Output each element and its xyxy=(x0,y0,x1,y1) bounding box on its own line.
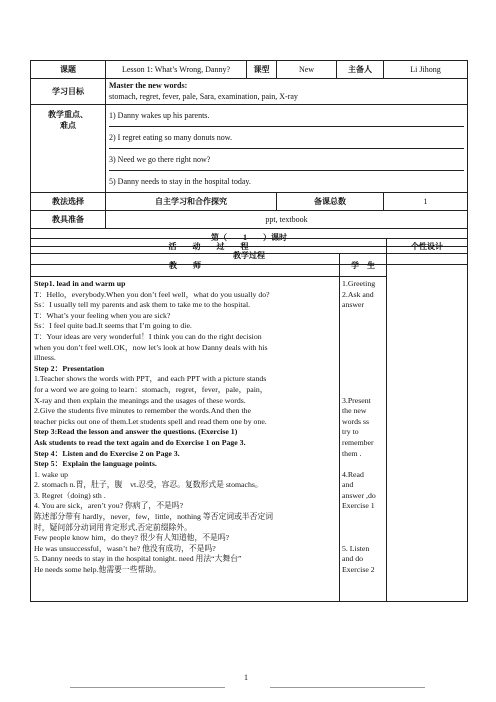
hours-value: 1 xyxy=(384,193,468,211)
method-value: 自主学习和合作探究 xyxy=(106,193,277,211)
teacher-line: when you don’t feel well.OK，now let’s look at how Danny deals with his xyxy=(34,342,268,352)
student-line: answer xyxy=(342,300,365,310)
student-line xyxy=(342,332,384,343)
teacher-content xyxy=(31,277,340,602)
teacher-line: T：Your ideas are very wonderful！I think you can do the right decision xyxy=(34,331,262,341)
key-point-item: 2) I regret eating so many donuts now. xyxy=(109,127,464,149)
teacher-line: Step 5：Explain the language points. xyxy=(34,459,157,469)
teacher-line: Step1. lead in and warm up xyxy=(34,279,126,288)
student-line: Exercise 2 xyxy=(342,565,375,575)
student-line xyxy=(342,523,384,534)
process-table xyxy=(30,238,468,602)
personal-design-header: 个性设计 xyxy=(387,239,468,254)
student-line xyxy=(342,343,384,354)
student-line: Exercise 1 xyxy=(342,501,375,511)
teacher-line: He needs some help.他需要一些帮助。 xyxy=(34,565,161,575)
teacher-lines xyxy=(34,279,336,576)
goals-line-2: stomach, regret, fever, pale, Sara, examination, pain, X-ray xyxy=(109,92,298,101)
teacher-line: 时，疑问部分动词用肯定形式,否定前缀除外。 xyxy=(34,522,192,532)
student-line xyxy=(342,459,384,470)
student-line xyxy=(342,353,384,364)
student-line: and do xyxy=(342,554,364,564)
key-point-item: 3) Need we go there right now? xyxy=(109,149,464,171)
teacher-line: Step 2：Presentation xyxy=(34,363,105,373)
teacher-line: 陈述部分带有 hardly，never，few，little，nothing 等否定词或半否定词 xyxy=(34,512,274,522)
teacher-line: Ss：I usually tell my parents and ask them to take me to the hospital. xyxy=(34,300,251,310)
student-line: and xyxy=(342,480,354,490)
key-points-content xyxy=(106,105,468,193)
goals-content xyxy=(106,79,468,105)
student-line xyxy=(342,311,384,322)
preparer-value: Li Jihong xyxy=(384,61,468,79)
key-point-item: 5) Danny needs to stay in the hospital today. xyxy=(109,177,251,186)
student-line xyxy=(342,512,384,523)
footer-rule-right xyxy=(270,687,425,688)
student-line: 4.Read xyxy=(342,469,364,479)
method-label: 教法选择 xyxy=(31,193,106,211)
student-line xyxy=(342,374,384,385)
goals-label: 学习目标 xyxy=(31,79,106,105)
teacher-line: Ss：I feel quite bad.It seems that I’m going to die. xyxy=(34,321,192,331)
teacher-line: He was unsuccessful，wasn’t he? 他没有成功，不是吗? xyxy=(34,543,216,553)
key-points-label-2: 难点 xyxy=(60,121,76,130)
student-line xyxy=(342,385,384,396)
teacher-line: Step 3:Read the lesson and answer the questions. (Exercise 1) xyxy=(34,427,238,437)
teacher-line: 2. stomach n.胃，肚子，腹 vt.忍受，容忍。复数形式是 stomachs。 xyxy=(34,480,263,490)
student-line: answer ,do xyxy=(342,490,376,500)
teacher-line: 1.Teacher shows the words with PPT，and each PPT with a picture stands xyxy=(34,374,267,384)
teacher-line: 2.Give the students five minutes to remember the words.And then the xyxy=(34,406,251,416)
student-line: them . xyxy=(342,448,362,458)
teacher-line: 1. wake up xyxy=(34,469,68,479)
student-line xyxy=(342,321,384,332)
student-line: remember xyxy=(342,437,374,447)
teacher-line: Few people know him，do they? 很少有人知道他，不是吗? xyxy=(34,533,230,543)
hours-label: 备课总数 xyxy=(277,193,384,211)
teacher-line: teacher picks out one of them.Let students spell and read them one by one. xyxy=(34,416,267,426)
teacher-line: 5. Danny needs to stay in the hospital tonight. need 用法“大舞台” xyxy=(34,554,242,564)
tools-label: 教具准备 xyxy=(31,211,106,229)
personal-design-cell xyxy=(387,254,468,602)
topic-value: Lesson 1: What’s Wrong, Danny? xyxy=(106,61,247,79)
preparer-label: 主备人 xyxy=(337,61,384,79)
teacher-line: Ask students to read the text again and do Exercise 1 on Page 3. xyxy=(34,437,246,447)
teacher-line: 3. Regret（doing) sth . xyxy=(34,490,106,500)
student-lines xyxy=(342,279,384,576)
teacher-header: 教 师 xyxy=(31,254,340,277)
teacher-line: X-ray and then explain the meanings and the usages of these words. xyxy=(34,395,246,405)
page-number: 1 xyxy=(244,673,248,682)
key-points-label-1: 教学重点、 xyxy=(48,110,88,119)
teacher-line: T：What’s your feeling when you are sick? xyxy=(34,310,171,320)
student-line: 1.Greeting xyxy=(342,279,376,288)
student-content xyxy=(340,277,387,602)
type-value: New xyxy=(277,61,337,79)
key-point-item: 1) Danny wakes up his parents. xyxy=(109,105,464,127)
topic-label: 课题 xyxy=(31,61,106,79)
student-line: try to xyxy=(342,427,359,437)
type-label: 课型 xyxy=(247,61,277,79)
activity-header: 活 动 过 程 xyxy=(31,239,387,254)
student-line: 5. Listen xyxy=(342,543,370,553)
student-line: the new xyxy=(342,406,367,416)
lesson-info-table xyxy=(30,60,468,265)
goals-line-1: Master the new words: xyxy=(109,81,188,90)
teacher-line: illness. xyxy=(34,353,56,363)
teacher-line: T：Hello，everybody.When you don’t feel well，what do you usually do? xyxy=(34,289,270,299)
teacher-line: for a word we are going to learn：stomach，regret，fever，pale，pain， xyxy=(34,384,268,394)
footer-rule-left xyxy=(70,687,225,688)
period-row: 第（ 1 ）课时 xyxy=(31,229,468,247)
teacher-line: Step 4：Listen and do Exercise 2 on Page 3. xyxy=(34,448,180,458)
student-line xyxy=(342,364,384,375)
key-points-label xyxy=(31,105,106,193)
student-line: 3.Present xyxy=(342,395,371,405)
process-title: 教学过程 xyxy=(31,247,468,265)
student-line xyxy=(342,533,384,544)
tools-value: ppt, textbook xyxy=(106,211,468,229)
student-line: 2.Ask and xyxy=(342,289,374,299)
student-line: words ss xyxy=(342,416,370,426)
student-header: 学 生 xyxy=(340,254,387,277)
teacher-line: 4. You are sick，aren’t you? 你病了，不是吗? xyxy=(34,501,184,511)
